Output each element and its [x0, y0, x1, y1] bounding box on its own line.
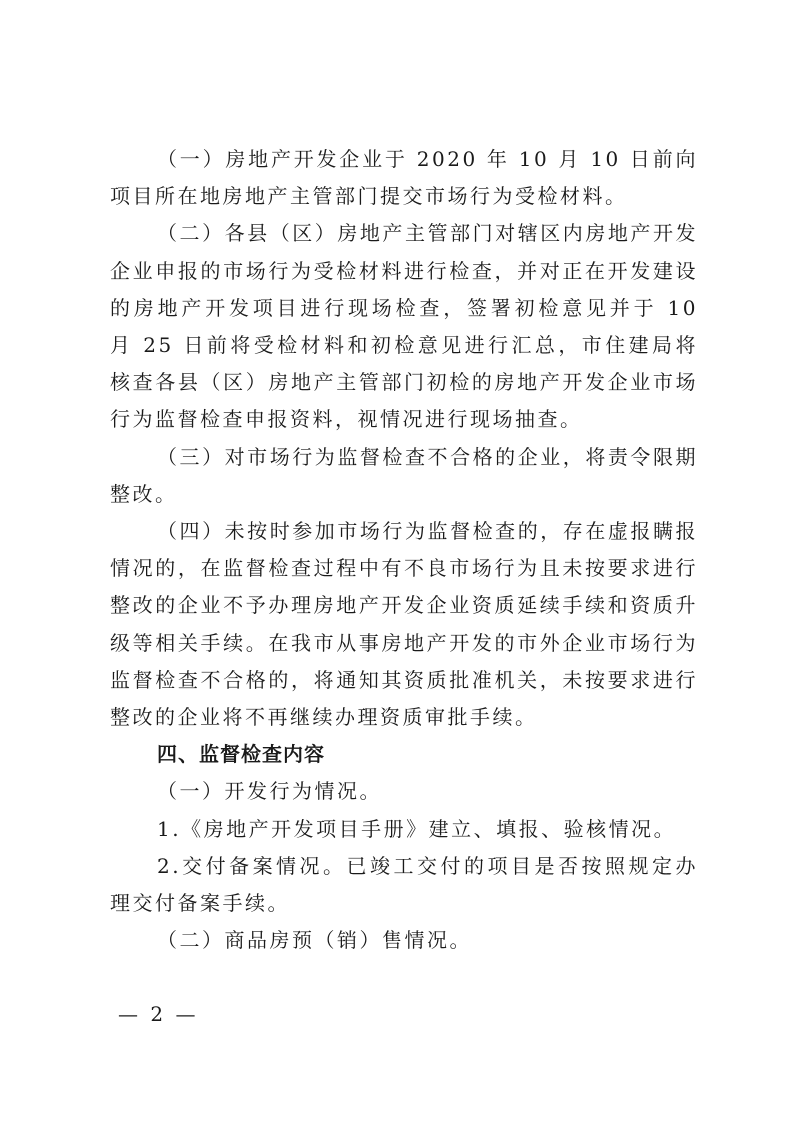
- paragraph-presale-situation: （二）商品房预（销）售情况。: [157, 928, 472, 953]
- paragraph-development-conduct: （一）开发行为情况。: [157, 779, 382, 804]
- page-number: — 2 —: [118, 1002, 199, 1026]
- section-heading-inspection-content: 四、监督检查内容: [157, 742, 325, 767]
- list-item-delivery-filing: 2.交付备案情况。已竣工交付的项目是否按照规定办理交付备案手续。: [110, 853, 698, 916]
- paragraph-submission-deadline: （一）房地产开发企业于 2020 年 10 月 10 日前向项目所在地房地产主管部门提交市场行为受检材料。: [110, 147, 698, 209]
- document-body: [110, 141, 698, 959]
- paragraph-rectification: （三）对市场行为监督检查不合格的企业，将责令限期整改。: [110, 444, 698, 506]
- paragraph-penalties: （四）未按时参加市场行为监督检查的，存在虚报瞒报情况的，在监督检查过程中有不良市场行为且未按要求进行整改的企业不予办理房地产开发企业资质延续手续和资质升级等相关手续。在我市从事房地产开发的市外企业市场行为监督检查不合格的，将通知其资质批准机关，未按要求进行整改的企业将不再继续办理资质审批手续。: [110, 519, 698, 730]
- paragraph-county-inspection: （二）各县（区）房地产主管部门对辖区内房地产开发企业申报的市场行为受检材料进行检查，并对正在开发建设的房地产开发项目进行现场检查，签署初检意见并于 10 月 25 日前将受检材料和初检意见进行汇总，市住建局将核查各县（区）房地产主管部门初检的房地产开发企业市场行为监督检查申报资料，视情况进行现场抽查。: [110, 221, 698, 432]
- list-item-project-manual: 1.《房地产开发项目手册》建立、填报、验核情况。: [157, 816, 677, 841]
